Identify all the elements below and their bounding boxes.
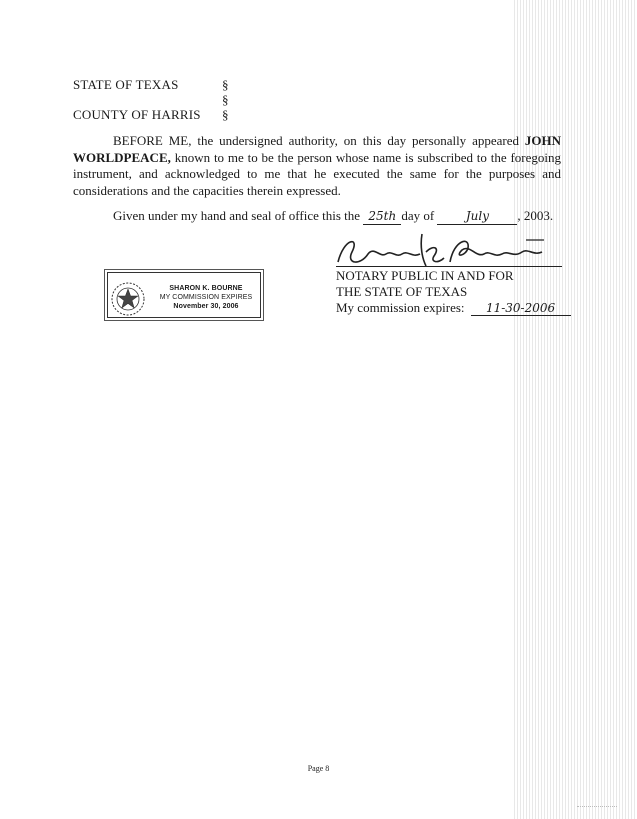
- notary-title: NOTARY PUBLIC IN AND FOR: [336, 268, 514, 283]
- month-field: [437, 208, 517, 225]
- scan-margin-artifact: [512, 0, 637, 819]
- given-under-hand-line: [113, 208, 553, 225]
- given-suffix: , 2003.: [517, 208, 554, 223]
- commission-date: 11-30-2006: [471, 301, 571, 316]
- stamp-date: November 30, 2006: [173, 303, 239, 310]
- month-handwritten: July: [465, 209, 489, 223]
- section-mark: §: [222, 107, 229, 122]
- appearing-party-name: JOHN WORLDPEACE,: [73, 133, 561, 165]
- scan-dots-artifact: [577, 806, 617, 809]
- day-field: [363, 208, 401, 225]
- venue-county: COUNTY OF HARRIS: [73, 107, 201, 122]
- notary-state: THE STATE OF TEXAS: [336, 284, 468, 299]
- venue-state: STATE OF TEXAS: [73, 77, 179, 92]
- section-mark: §: [222, 92, 229, 107]
- stamp-label: MY COMMISSION EXPIRES: [159, 294, 253, 301]
- commission-label: My commission expires:: [336, 300, 465, 315]
- section-mark: §: [222, 77, 229, 92]
- acknowledgment-intro: BEFORE ME, the undersigned authority, on this day personally appeared: [113, 133, 519, 148]
- page-number: Page 8: [307, 764, 330, 773]
- stamp-name: SHARON K. BOURNE: [169, 285, 243, 292]
- star-seal-icon: [110, 281, 146, 317]
- acknowledgment-rest: known to me to be the person whose name is subscribed to the foregoing instrument, and acknowledged to me that he executed the same for the purposes and considerations and the capacities therein expressed.: [73, 149, 562, 198]
- day-handwritten: 25th: [368, 209, 397, 223]
- signature-line: [336, 266, 562, 267]
- acknowledgment-paragraph: [73, 133, 561, 199]
- given-middle: day of: [401, 208, 435, 223]
- given-prefix: Given under my hand and seal of office this the: [113, 208, 361, 223]
- commission-expiry: [336, 300, 571, 316]
